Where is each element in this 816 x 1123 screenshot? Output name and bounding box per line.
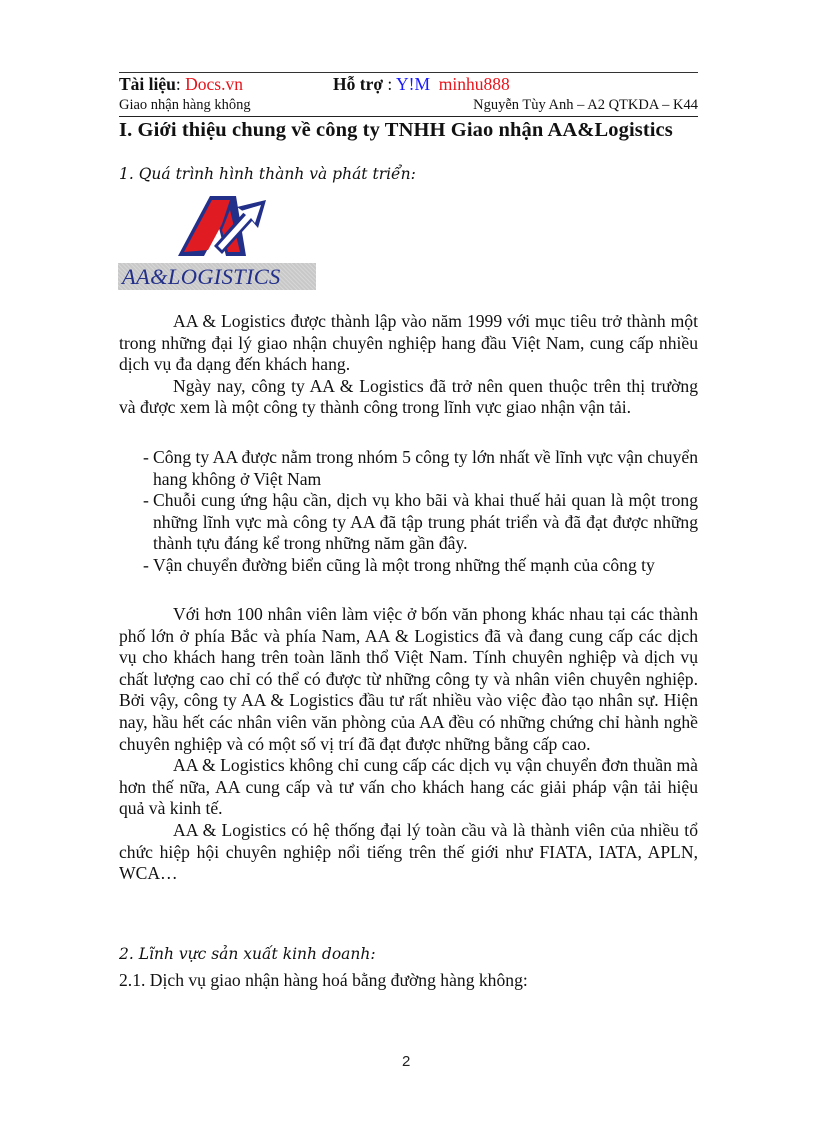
header-row-2: [119, 97, 698, 115]
logo-text: AA&LOGISTICS: [122, 264, 281, 289]
subject: Giao nhận hàng không: [119, 97, 251, 113]
page-title: I. Giới thiệu chung về công ty TNHH Giao nhận AA&Logistics: [119, 119, 673, 141]
section-2-heading: 2. Lĩnh vực sản xuất kinh doanh:: [119, 945, 376, 963]
intro-paragraphs: [119, 311, 698, 419]
ym-label: Y!M: [396, 74, 431, 94]
company-paragraphs: [119, 604, 698, 885]
paragraph: Với hơn 100 nhân viên làm việc ở bốn văn phong khác nhau tại các thành phố lớn ở phía Bắc và phía Nam, AA & Logistics đã và đang cung cấp các dịch vụ cho khách hang trên toàn lãnh thổ Việt Nam. Tính chuyên nghiệp và dịch vụ chất lượng cao chỉ có thể có được từ những công ty và nhân viên chuyên nghiệp. Bởi vậy, công ty AA & Logistics đầu tư rất nhiều vào việc đào tạo nhân sự. Hiện nay, hầu hết các nhân viên văn phòng của AA đều có những chứng chỉ hành nghề chuyên nghiệp và có một số vị trí đã đạt được những bằng cấp cao.: [119, 604, 698, 754]
paragraph: AA & Logistics có hệ thống đại lý toàn cầu và là thành viên của nhiều tổ chức hiệp hội chuyên nghiệp nổi tiếng trên thế giới như FIATA, IATA, APLN, WCA…: [119, 819, 698, 884]
list-item: [119, 447, 698, 490]
list-item: [119, 490, 698, 555]
list-item-text: Công ty AA được nằm trong nhóm 5 công ty lớn nhất về lĩnh vực vận chuyển hang không ở Việt Nam: [153, 447, 698, 489]
paragraph: AA & Logistics không chỉ cung cấp các dịch vụ vận chuyển đơn thuần mà hơn thế nữa, AA cung cấp và tư vấn cho khách hang các giải pháp vận tải hiệu quả và kinh tế.: [119, 755, 698, 819]
list-item-text: Vận chuyển đường biển cũng là một trong những thế mạnh của công ty: [153, 554, 655, 575]
author: Nguyễn Tùy Anh – A2 QTKDA – K44: [473, 97, 698, 113]
doc-sep: :: [175, 74, 186, 94]
support-info: [333, 74, 510, 95]
doc-source: [119, 74, 243, 95]
header-row-1: [119, 74, 698, 96]
bullet-list: [119, 447, 698, 577]
aa-logistics-logo: [118, 190, 316, 290]
paragraph: Ngày nay, công ty AA & Logistics đã trở nên quen thuộc trên thị trường và được xem là một công ty thành công trong lĩnh vực giao nhận vận tải.: [119, 375, 698, 418]
bullet-dash: -: [143, 447, 149, 467]
header-top-rule: [119, 72, 698, 73]
list-item-text: Chuỗi cung ứng hậu cần, dịch vụ kho bãi và khai thuế hải quan là một trong những lĩnh vực mà công ty AA đã tập trung phát triển và đã đạt được những thành tựu đáng kể trong những năm gần đây.: [153, 490, 698, 554]
support-id: minhu888: [438, 74, 510, 94]
page-number: 2: [402, 1053, 411, 1070]
subsection-2-1-heading: 2.1. Dịch vụ giao nhận hàng hoá bằng đường hàng không:: [119, 970, 528, 990]
list-item: [119, 555, 698, 577]
bullet-dash: -: [143, 490, 149, 511]
doc-site-link[interactable]: Docs.vn: [185, 74, 243, 94]
support-sep: :: [383, 74, 396, 94]
header-bottom-rule: [119, 116, 698, 117]
support-label: Hỗ trợ: [333, 74, 384, 94]
section-1-heading: 1. Quá trình hình thành và phát triển:: [119, 165, 416, 183]
bullet-dash: -: [143, 554, 149, 575]
paragraph: AA & Logistics được thành lập vào năm 1999 với mục tiêu trở thành một trong những đại lý giao nhận chuyên nghiệp hang đầu Việt Nam, cung cấp nhiều dịch vụ đa dạng đến khách hang.: [119, 311, 698, 375]
doc-label: Tài liệu: [119, 74, 176, 94]
